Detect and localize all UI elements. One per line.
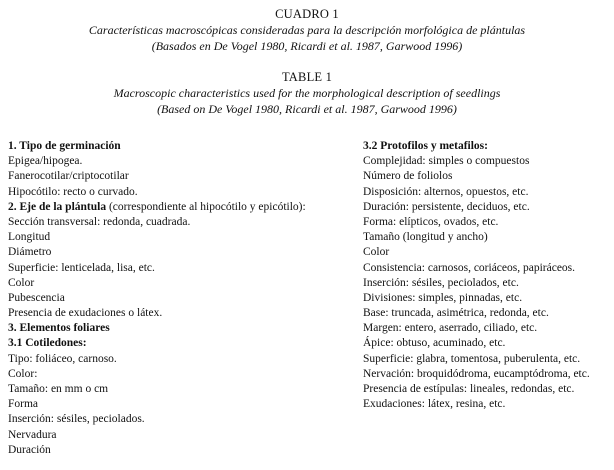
list-item bbox=[363, 261, 611, 276]
section-heading bbox=[8, 336, 358, 351]
list-item-text: Superficie: lenticelada, lisa, etc. bbox=[8, 261, 155, 274]
section-heading-note: (correspondiente al hipocótilo y epicótilo): bbox=[106, 200, 306, 213]
list-item bbox=[8, 230, 358, 245]
list-item-text: Forma bbox=[8, 398, 39, 411]
right-column bbox=[363, 139, 611, 412]
list-item bbox=[363, 367, 611, 382]
list-item-text: Color: bbox=[8, 367, 38, 380]
table-source-es: (Basados en De Vogel 1980, Ricardi et al. 1987, Garwood 1996) bbox=[151, 39, 463, 53]
list-item-text: Superficie: glabra, tomentosa, puberulenta, etc. bbox=[363, 352, 581, 365]
list-item bbox=[363, 321, 611, 336]
table-heading-es: CUADRO 1 bbox=[275, 7, 339, 21]
list-item bbox=[363, 306, 611, 321]
list-item bbox=[8, 412, 358, 427]
list-item bbox=[8, 397, 358, 412]
table-title-es: Características macroscópicas consideradas para la descripción morfológica de plántulas bbox=[88, 23, 526, 37]
list-item-text: Presencia de exudaciones o látex. bbox=[8, 307, 163, 320]
list-item bbox=[363, 352, 611, 367]
list-item-text: Forma: elípticos, ovados, etc. bbox=[363, 215, 499, 228]
list-item-text: Duración: persistente, deciduos, etc. bbox=[363, 200, 530, 213]
list-item bbox=[8, 367, 358, 382]
table-heading-en: TABLE 1 bbox=[281, 70, 333, 84]
left-column bbox=[8, 139, 358, 458]
section-heading bbox=[8, 321, 358, 336]
list-item-text: Ápice: obtuso, acuminado, etc. bbox=[363, 337, 506, 350]
list-item-text: Epigea/hipogea. bbox=[8, 155, 83, 168]
table-title-en: Macroscopic characteristics used for the morphological description of seedlings bbox=[113, 86, 501, 100]
list-item bbox=[363, 291, 611, 306]
list-item-text: Fanerocotilar/criptocotilar bbox=[8, 170, 129, 183]
list-item bbox=[363, 397, 611, 412]
list-item bbox=[8, 291, 358, 306]
list-item bbox=[8, 215, 358, 230]
list-item-text: Pubescencia bbox=[8, 291, 65, 304]
list-item bbox=[363, 276, 611, 291]
list-item-text: Tipo: foliáceo, carnoso. bbox=[8, 352, 117, 365]
list-item bbox=[363, 382, 611, 397]
list-item-text: Longitud bbox=[8, 231, 51, 244]
list-item-text: Consistencia: carnosos, coriáceos, papiráceos. bbox=[363, 261, 576, 274]
list-item bbox=[8, 352, 358, 367]
list-item bbox=[363, 336, 611, 351]
list-item-text: Presencia de estípulas: lineales, redondas, etc. bbox=[363, 383, 575, 395]
section-heading bbox=[8, 200, 358, 215]
list-item-text: Base: truncada, asimétrica, redonda, etc. bbox=[363, 307, 549, 320]
list-item bbox=[8, 169, 358, 184]
section-heading bbox=[8, 139, 358, 154]
list-item-text: Complejidad: simples o compuestos bbox=[363, 155, 530, 168]
table-source-en: (Based on De Vogel 1980, Ricardi et al. 1987, Garwood 1996) bbox=[157, 102, 457, 116]
list-item bbox=[8, 428, 358, 443]
list-item bbox=[363, 169, 611, 184]
list-item-text: Duración bbox=[8, 443, 51, 456]
list-item bbox=[363, 200, 611, 215]
list-item-text: Color bbox=[8, 276, 35, 289]
list-item-text: Color bbox=[363, 246, 390, 259]
english-caption bbox=[0, 69, 614, 117]
list-item-text: Inserción: sésiles, peciolados. bbox=[8, 413, 145, 426]
list-item bbox=[8, 306, 358, 321]
list-item bbox=[363, 245, 611, 260]
list-item-text: Tamaño (longitud y ancho) bbox=[363, 231, 488, 244]
list-item-text: Hipocótilo: recto o curvado. bbox=[8, 185, 138, 198]
list-item-text: Exudaciones: látex, resina, etc. bbox=[363, 398, 506, 411]
list-item bbox=[8, 245, 358, 260]
list-item-text: Nervación: broquidódroma, eucamptódroma, etc. bbox=[363, 367, 590, 380]
list-item bbox=[363, 230, 611, 245]
list-item-text: Inserción: sésiles, peciolados, etc. bbox=[363, 276, 519, 289]
section-heading-text: 3. Elementos foliares bbox=[8, 322, 110, 335]
list-item-text: Nervadura bbox=[8, 428, 57, 441]
section-heading-text: 2. Eje de la plántula bbox=[8, 200, 107, 213]
list-item bbox=[8, 443, 358, 458]
list-item-text: Sección transversal: redonda, cuadrada. bbox=[8, 215, 191, 228]
list-item-text: Diámetro bbox=[8, 246, 52, 259]
list-item bbox=[8, 276, 358, 291]
section-heading bbox=[363, 139, 611, 154]
list-item bbox=[8, 185, 358, 200]
list-item-text: Tamaño: en mm o cm bbox=[8, 383, 109, 395]
list-item bbox=[363, 215, 611, 230]
list-item-text: Divisiones: simples, pinnadas, etc. bbox=[363, 291, 523, 304]
list-item bbox=[363, 185, 611, 200]
list-item bbox=[8, 154, 358, 169]
section-heading-text: 3.1 Cotiledones: bbox=[8, 337, 87, 350]
spanish-caption bbox=[0, 6, 614, 54]
list-item bbox=[8, 382, 358, 397]
list-item-text: Margen: entero, aserrado, ciliado, etc. bbox=[363, 322, 538, 335]
list-item bbox=[8, 261, 358, 276]
section-heading-text: 3.2 Protofilos y metafilos: bbox=[363, 140, 488, 152]
section-heading-text: 1. Tipo de germinación bbox=[8, 140, 121, 152]
list-item bbox=[363, 154, 611, 169]
list-item-text: Número de foliolos bbox=[363, 170, 453, 183]
list-item-text: Disposición: alternos, opuestos, etc. bbox=[363, 185, 529, 198]
